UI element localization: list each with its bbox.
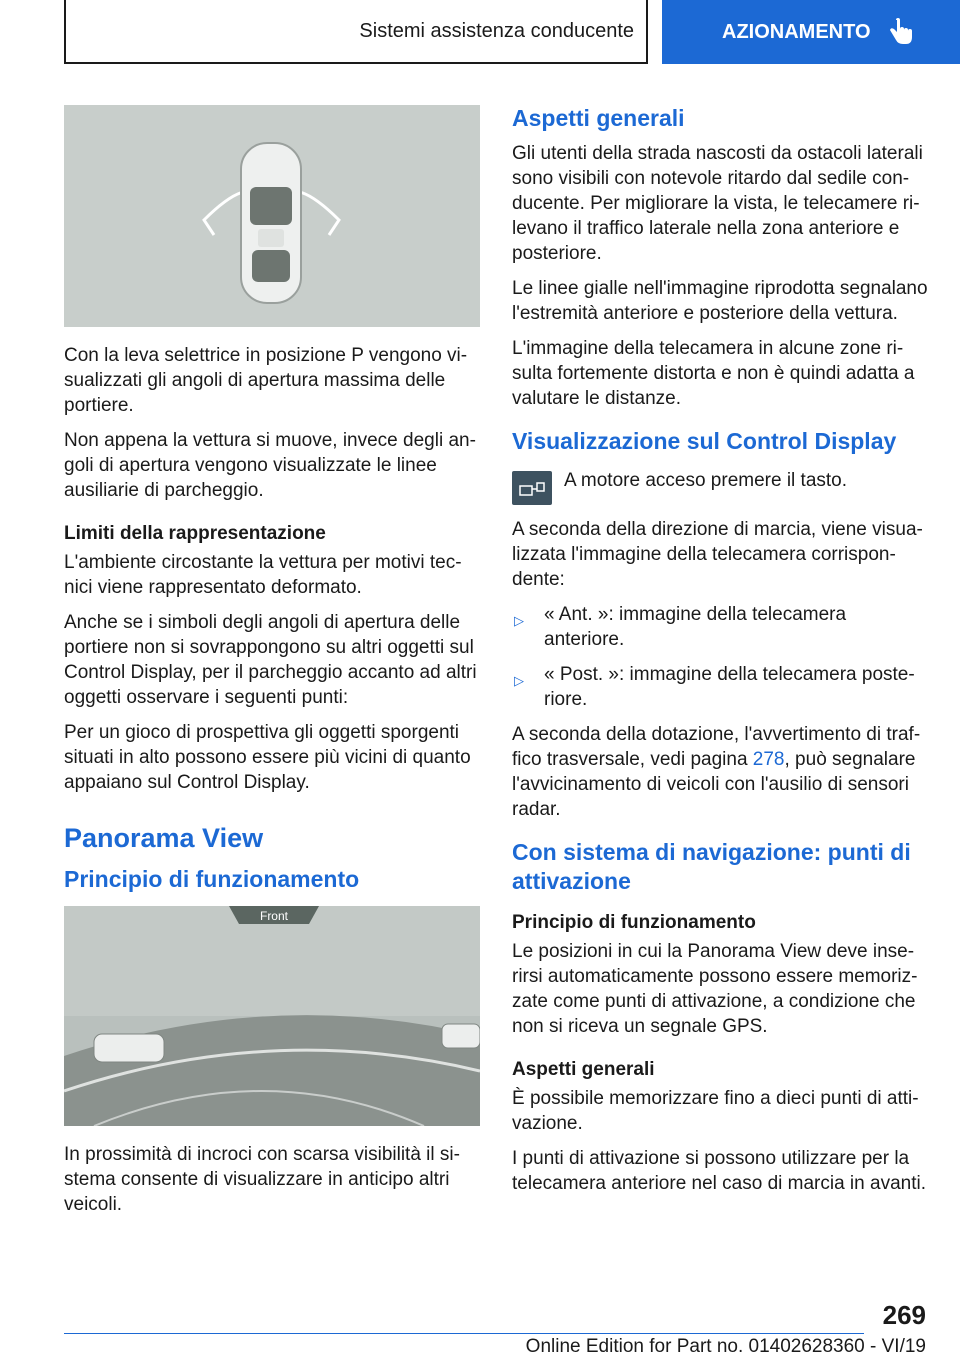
paragraph-cross-traffic: A seconda della dotazione, l'avvertimento di traffico trasversale, vedi pagina 278, può segnalare l'avvicinamento di veicoli con l'ausilio di sensori radar.: [512, 724, 921, 820]
paragraph: A seconda della direzione di marcia, viene visualizzata l'immagine della telecamera corrispondente:: [512, 519, 923, 590]
heading-panorama-view: Panorama View: [64, 823, 264, 853]
header-chapter-tab[interactable]: [662, 0, 960, 64]
paragraph: Le posizioni in cui la Panorama View deve inserirsi automaticamente possono essere memorizzate come punti di attivazione, a condizione che non si riceva un segnale GPS.: [512, 941, 918, 1037]
car-topview-image: [64, 105, 480, 327]
paragraph: Con la leva selettrice in posizione P vengono visualizzati gli angoli di apertura massima delle portiere.: [64, 345, 468, 416]
hand-pointer-icon: [889, 18, 915, 46]
list-item: ▷ « Ant. »: immagine della telecamera anteriore.: [514, 604, 847, 650]
panorama-camera-illustration: [64, 906, 480, 1126]
header-section-box: [64, 0, 648, 64]
paragraph: Gli utenti della strada nascosti da ostacoli laterali sono visibili con notevole ritardo dal sedile conducente. Per migliorare la vista, le telecamere rilevano il traffico laterale nella zona anteriore e posteriore.: [512, 143, 923, 264]
paragraph: I punti di attivazione si possono utilizzare per la telecamera anteriore nel caso di marcia in avanti.: [512, 1148, 926, 1194]
paragraph: In prossimità di incroci con scarsa visibilità il sistema consente di visualizzare in anticipo altri veicoli.: [64, 1144, 460, 1215]
front-camera-view-image: [64, 906, 480, 1126]
header-chapter-title: AZIONAMENTO: [722, 20, 871, 43]
paragraph: Anche se i simboli degli angoli di apertura delle portiere non si sovrappongono su altri oggetti sul Control Display, per il parcheggio accanto ad altri oggetti osservare i seguenti punti:: [64, 612, 477, 708]
camera-button-icon: [512, 471, 552, 505]
paragraph: L'ambiente circostante la vettura per motivi tecnici viene rappresentato deformato.: [64, 552, 462, 598]
page-number: 269: [882, 1300, 926, 1330]
page-link[interactable]: 278: [752, 749, 785, 770]
footer-edition: Online Edition for Part no. 01402628360 - VI/19: [525, 1336, 926, 1357]
subheading-aspetti: Aspetti generali: [512, 1059, 655, 1080]
paragraph: L'immagine della telecamera in alcune zone risulta fortemente distorta e non è quindi adatta a valutare le distanze.: [512, 338, 915, 409]
heading-aspetti-generali: Aspetti generali: [512, 105, 685, 131]
paragraph: Le linee gialle nell'immagine riprodotta segnalano l'estremità anteriore e posteriore della vettura.: [512, 278, 928, 324]
triangle-bullet-icon: ▷: [514, 613, 524, 628]
paragraph: Per un gioco di prospettiva gli oggetti sporgenti situati in alto possono essere più vicini di quanto appaiano sul Control Display.: [64, 722, 471, 793]
heading-navigazione: Con sistema di navigazione: punti di attivazione: [512, 839, 911, 894]
button-instruction: [512, 468, 928, 505]
heading-principio: Principio di funzionamento: [64, 866, 360, 892]
front-label: Front: [259, 909, 289, 923]
door-angle-illustration: [64, 105, 480, 327]
subheading-principio: Principio di funzionamento: [512, 912, 756, 933]
footer-divider: [64, 1333, 864, 1334]
right-column: [512, 96, 928, 1206]
paragraph: È possibile memorizzare fino a dieci punti di attivazione.: [512, 1088, 919, 1134]
button-text: A motore acceso premere il tasto.: [564, 470, 848, 491]
header-section-title: Sistemi assistenza conducente: [359, 19, 634, 42]
heading-visualizzazione: Visualizzazione sul Control Display: [512, 428, 897, 454]
paragraph: Non appena la vettura si muove, invece degli angoli di apertura vengono visualizzate le linee ausiliarie di parcheggio.: [64, 430, 476, 501]
left-column: [64, 105, 480, 1227]
subheading-limiti: Limiti della rappresentazione: [64, 523, 326, 544]
triangle-bullet-icon: ▷: [514, 673, 524, 688]
camera-list: [512, 602, 928, 712]
list-item: ▷ « Post. »: immagine della telecamera posteriore.: [514, 664, 915, 710]
